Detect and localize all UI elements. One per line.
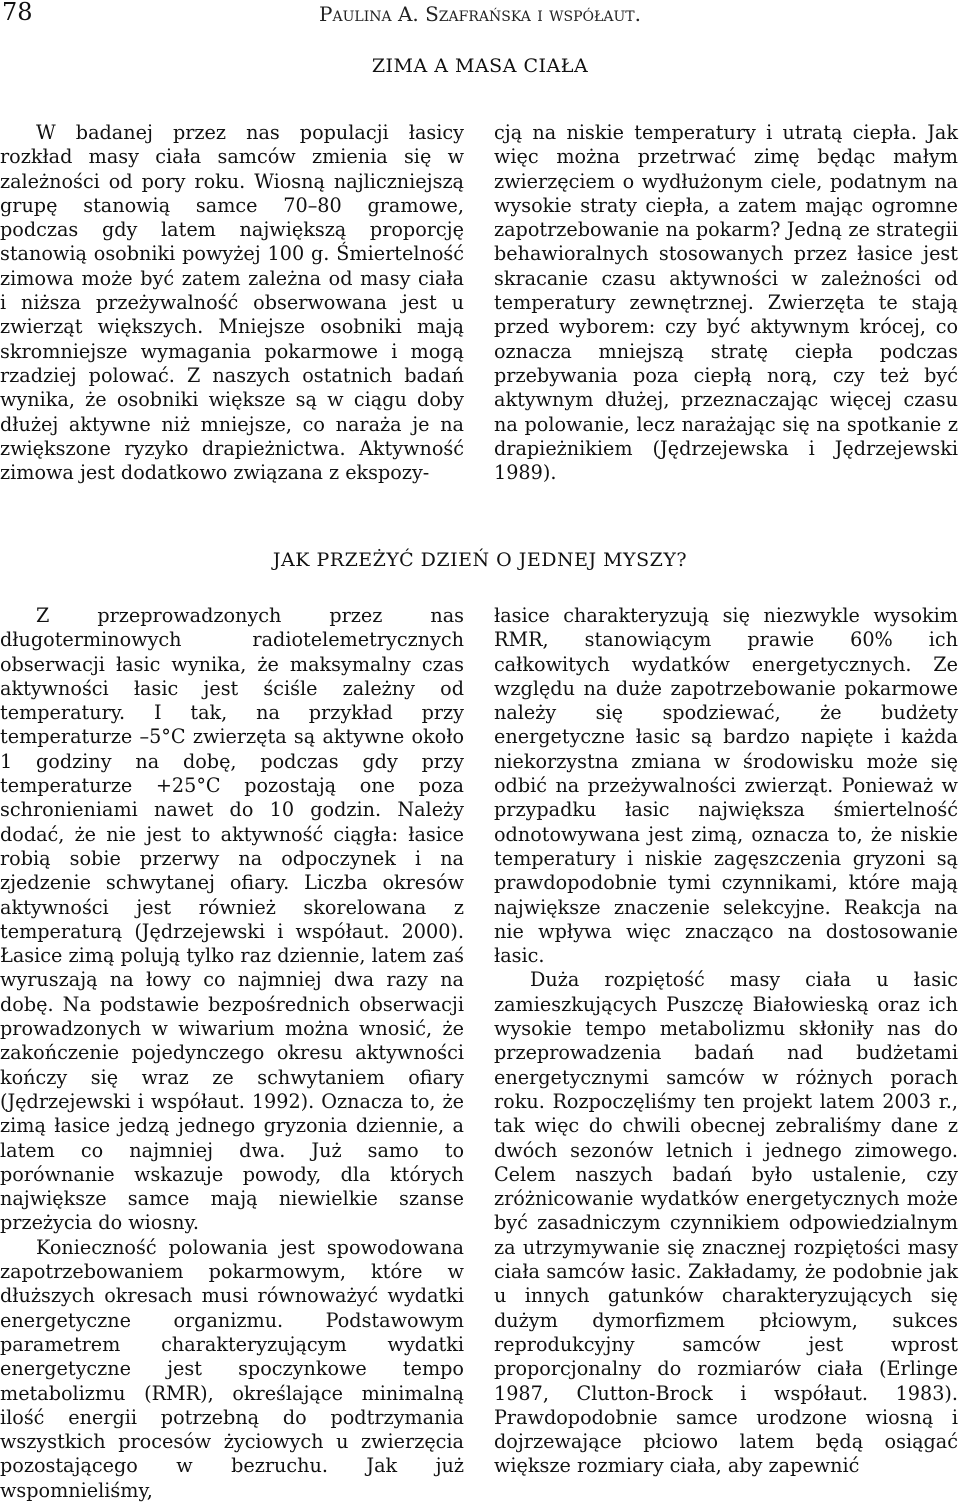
section2-right-paragraph-2: Duża rozpiętość masy ciała u łasic zamieszkujących Puszczę Białowieską oraz ich wysokie tempo metabolizmu skłoniły nas do przeprowadzenia badań nad budżetami energetycznymi samców w różnych porach roku. Rozpoczęliśmy ten projekt latem 2003 r., tak więc do chwili obecnej zebraliśmy dane z dwóch sezonów letnich i jednego zimowego. Celem naszych badań było ustalenie, czy zróżnicowanie wydatków energetycznych może być zasadniczym czynnikiem odpowiedzialnym za utrzymywanie się znacznej rozpiętości masy ciała samców łasic. Zakładamy, że podobnie jak u innych gatunków charakteryzujących się dużym dymorfizmem płciowym, sukces reprodukcyjny samców jest wprost proporcjonalny do rozmiarów ciała (Erlinge 1987, Clutton-Brock i współaut. 1983). Prawdopodobnie samce urodzone wiosną i dojrzewające płciowo latem będą osiągać większe rozmiary ciała, aby zapewnić xyxy=(494,968,958,1478)
page-number: 78 xyxy=(2,0,33,26)
section1-right-paragraph: cją na niskie temperatury i utratą ciepła. Jak więc można przetrwać zimę będąc małym zwierzęciem o wydłużonym ciele, podatnym na wysokie straty ciepła, a zatem mając ogromne zapotrzebowanie na pokarm? Jedną ze strategii behawioralnych stosowanych przez łasice jest skracanie czasu aktywności w zależności od temperatury zewnętrznej. Zwierzęta te stają przed wyborem: czy być aktywnym krócej, co oznacza mniejszą stratę ciepła podczas przebywania poza ciepłą norą, czy też być aktywnym dłużej, przeznaczając więcej czasu na polowanie, lecz narażając się na spotkanie z drapieżnikiem (Jędrzejewska i Jędrzejewski 1989). xyxy=(494,121,958,485)
section2-right-column xyxy=(494,604,958,1479)
section2-left-column xyxy=(0,604,464,1503)
section-title-one-mouse-a-day: JAK PRZEŻYĆ DZIEŃ O JEDNEJ MYSZY? xyxy=(272,549,688,571)
section2-right-paragraph-1: łasice charakteryzują się niezwykle wysokim RMR, stanowiącym prawie 60% ich całkowitych wydatków energetycznych. Ze względu na duże zapotrzebowanie pokarmowe należy się spodziewać, że budżety energetyczne łasic są bardzo napięte i każda niekorzystna zmiana w środowisku może się odbić na przeżywalności zwierząt. Ponieważ w przypadku łasic największa śmiertelność odnotowywana jest zimą, oznacza to, że niskie temperatury i niskie zagęszczenia gryzoni są prawdopodobnie tymi czynnikami, które mają największe znaczenie selekcyjne. Reakcja na nie wpływa więc znacząco na dostosowanie łasic. xyxy=(494,604,958,968)
section1-left-paragraph: W badanej przez nas populacji łasicy rozkład masy ciała samców zmienia się w zależności od pory roku. Wiosną najliczniejszą grupę stanowią samce 70–80 gramowe, podczas gdy latem największą proporcję stanowią osobniki powyżej 100 g. Śmiertelność zimowa może być zatem zależna od masy ciała i niższa przeżywalność obserwowana jest u zwierząt większych. Mniejsze osobniki mają skromniejsze wymagania pokarmowe i mogą rzadziej polować. Z naszych ostatnich badań wynika, że osobniki większe są w ciągu doby dłużej aktywne niż mniejsze, co naraża je na zwiększone ryzyko drapieżnictwa. Aktywność zimowa jest dodatkowo związana z ekspozy- xyxy=(0,121,464,485)
running-head: Paulina A. Szafrańska i współaut. xyxy=(319,2,641,26)
section1-left-column xyxy=(0,121,464,485)
section-title-winter-body-mass: ZIMA A MASA CIAŁA xyxy=(371,55,589,77)
page-header xyxy=(0,0,960,30)
section2-left-paragraph-2: Konieczność polowania jest spowodowana zapotrzebowaniem pokarmowym, które w dłuższych okresach musi równoważyć wydatki energetyczne organizmu. Podstawowym parametrem charakteryzującym wydatki energetyczne jest spoczynkowe tempo metabolizmu (RMR), określające minimalną ilość energii potrzebną do podtrzymania wszystkich procesów życiowych u zwierzęcia pozostającego w bezruchu. Jak już wspomnieliśmy, xyxy=(0,1235,464,1502)
section2-left-paragraph-1: Z przeprowadzonych przez nas długoterminowych radiotelemetrycznych obserwacji łasic wynika, że maksymalny czas aktywności łasic jest ściśle zależny od temperatury. I tak, na przykład przy temperaturze –5°C zwierzęta są aktywne około 1 godziny na dobę, podczas gdy przy temperaturze +25°C pozostają one poza schronieniami nawet do 10 godzin. Należy dodać, że nie jest to aktywność ciągła: łasice robią sobie przerwy na odpoczynek i na zjedzenie schwytanej ofiary. Liczba okresów aktywności jest również skorelowana z temperaturą (Jędrzejewski i współaut. 2000). Łasice zimą polują tylko raz dziennie, latem zaś wyruszają na łowy co najmniej dwa razy na dobę. Na podstawie bezpośrednich obserwacji prowadzonych w wiwarium można wnosić, że zakończenie pojedynczego okresu aktywności kończy się wraz ze schwytaniem ofiary (Jędrzejewski i współaut. 1992). Oznacza to, że zimą łasice jedzą jednego gryzonia dziennie, a latem co najmniej dwa. Już samo to porównanie wskazuje powody, dla których największe samce mają niewielkie szanse przeżycia do wiosny. xyxy=(0,604,464,1235)
section1-right-column xyxy=(494,121,958,485)
